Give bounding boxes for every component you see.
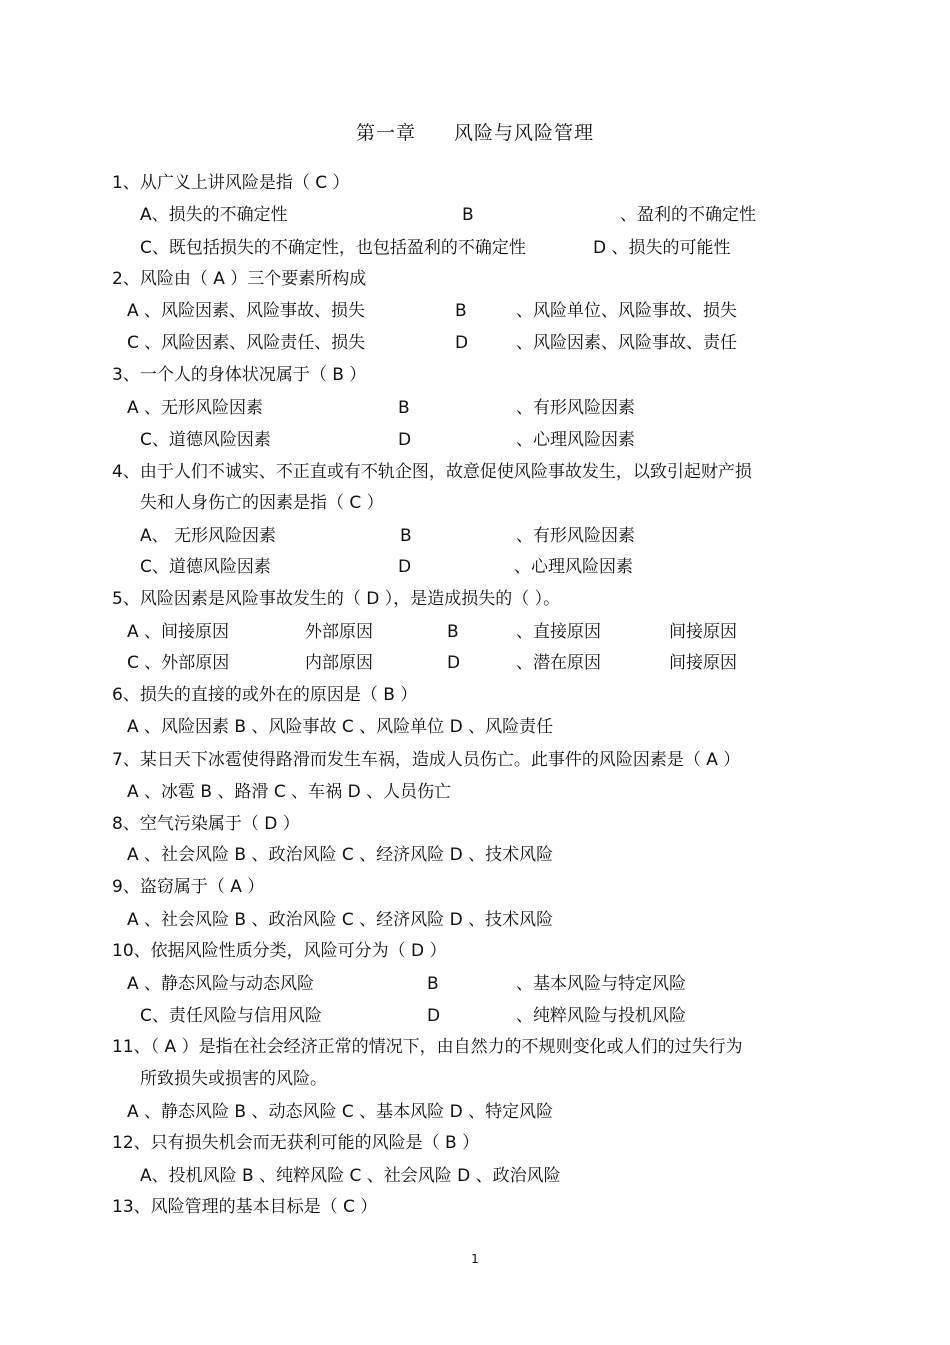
text-line: 13、风险管理的基本目标是（ C ）	[112, 1197, 378, 1217]
text-line: B	[462, 205, 474, 225]
text-line: C、道德风险因素	[140, 557, 271, 577]
text-line: 6、损失的直接的或外在的原因是（ B ）	[112, 685, 418, 705]
text-line: 、有形风险因素	[516, 398, 635, 418]
text-line: B	[427, 974, 439, 994]
text-line: 间接原因	[669, 622, 737, 642]
text-line: D	[398, 430, 412, 450]
text-line: A 、静态风险 B 、动态风险 C 、基本风险 D 、特定风险	[127, 1102, 554, 1122]
text-line: 9、盗窃属于（ A ）	[112, 877, 265, 897]
text-line: A、损失的不确定性	[140, 205, 288, 225]
text-line: 10、依据风险性质分类，风险可分为（ D ）	[112, 941, 447, 961]
text-line: 、直接原因	[516, 622, 601, 642]
text-line: A、投机风险 B 、纯粹风险 C 、社会风险 D 、政治风险	[140, 1166, 561, 1186]
text-line: A 、风险因素 B 、风险事故 C 、风险单位 D 、风险责任	[127, 717, 554, 737]
text-line: B	[455, 301, 467, 321]
text-line: 间接原因	[669, 653, 737, 673]
text-line: 5、风险因素是风险事故发生的（ D ），是造成损失的（ ）。	[112, 589, 561, 609]
text-line: A 、无形风险因素	[127, 398, 264, 418]
text-line: B	[400, 526, 412, 546]
text-line: 、心理风险因素	[516, 430, 635, 450]
text-line: 、心理风险因素	[514, 557, 633, 577]
text-line: 内部原因	[305, 653, 373, 673]
text-line: 1、从广义上讲风险是指（ C ）	[112, 173, 350, 193]
text-line: B	[398, 398, 410, 418]
text-line: 、潜在原因	[516, 653, 601, 673]
text-line: 所致损失或损害的风险。	[140, 1069, 327, 1089]
text-line: B	[447, 622, 459, 642]
text-line: D	[447, 653, 461, 673]
text-line: A 、间接原因	[127, 622, 230, 642]
text-line: D	[398, 557, 412, 577]
text-line: 外部原因	[305, 622, 373, 642]
text-line: 、纯粹风险与投机风险	[516, 1006, 686, 1026]
text-line: C 、风险因素、风险责任、损失	[127, 333, 366, 353]
text-line: D 、损失的可能性	[593, 238, 731, 258]
text-line: D	[455, 333, 469, 353]
text-line: 失和人身伤亡的因素是指（ C ）	[140, 493, 384, 513]
text-line: C、既包括损失的不确定性，也包括盈利的不确定性	[140, 238, 526, 258]
text-line: C、道德风险因素	[140, 430, 271, 450]
text-line: 7、某日天下冰雹使得路滑而发生车祸，造成人员伤亡。此事件的风险因素是（ A ）	[112, 750, 741, 770]
text-line: 、风险单位、风险事故、损失	[516, 301, 737, 321]
text-line: A 、冰雹 B 、路滑 C 、车祸 D 、人员伤亡	[127, 782, 452, 802]
text-line: C 、外部原因	[127, 653, 230, 673]
chapter-name: 风险与风险管理	[454, 122, 595, 144]
text-line: A 、社会风险 B 、政治风险 C 、经济风险 D 、技术风险	[127, 845, 554, 865]
text-line: 8、空气污染属于（ D ）	[112, 814, 300, 834]
text-line: A 、社会风险 B 、政治风险 C 、经济风险 D 、技术风险	[127, 910, 554, 930]
text-line: 2、风险由（ A ）三个要素所构成	[112, 269, 367, 289]
text-line: 、盈利的不确定性	[620, 205, 756, 225]
text-line: C、责任风险与信用风险	[140, 1006, 322, 1026]
text-line: A、 无形风险因素	[140, 526, 277, 546]
text-line: 12、只有损失机会而无获利可能的风险是（ B ）	[112, 1133, 480, 1153]
text-line: A 、静态风险与动态风险	[127, 974, 315, 994]
text-line: 、有形风险因素	[516, 526, 635, 546]
text-line: 3、一个人的身体状况属于（ B ）	[112, 365, 367, 385]
chapter-number: 第一章	[355, 122, 416, 144]
text-line: A 、风险因素、风险事故、损失	[127, 301, 366, 321]
text-line: D	[427, 1006, 441, 1026]
chapter-title	[0, 118, 950, 145]
text-line: 11、（ A ）是指在社会经济正常的情况下，由自然力的不规则变化或人们的过失行为	[112, 1037, 743, 1057]
text-line: 4、由于人们不诚实、不正直或有不轨企图，故意促使风险事故发生，以致引起财产损	[112, 462, 752, 482]
page-number: 1	[471, 1252, 479, 1266]
text-line: 、风险因素、风险事故、责任	[516, 333, 737, 353]
text-line: 、基本风险与特定风险	[516, 974, 686, 994]
